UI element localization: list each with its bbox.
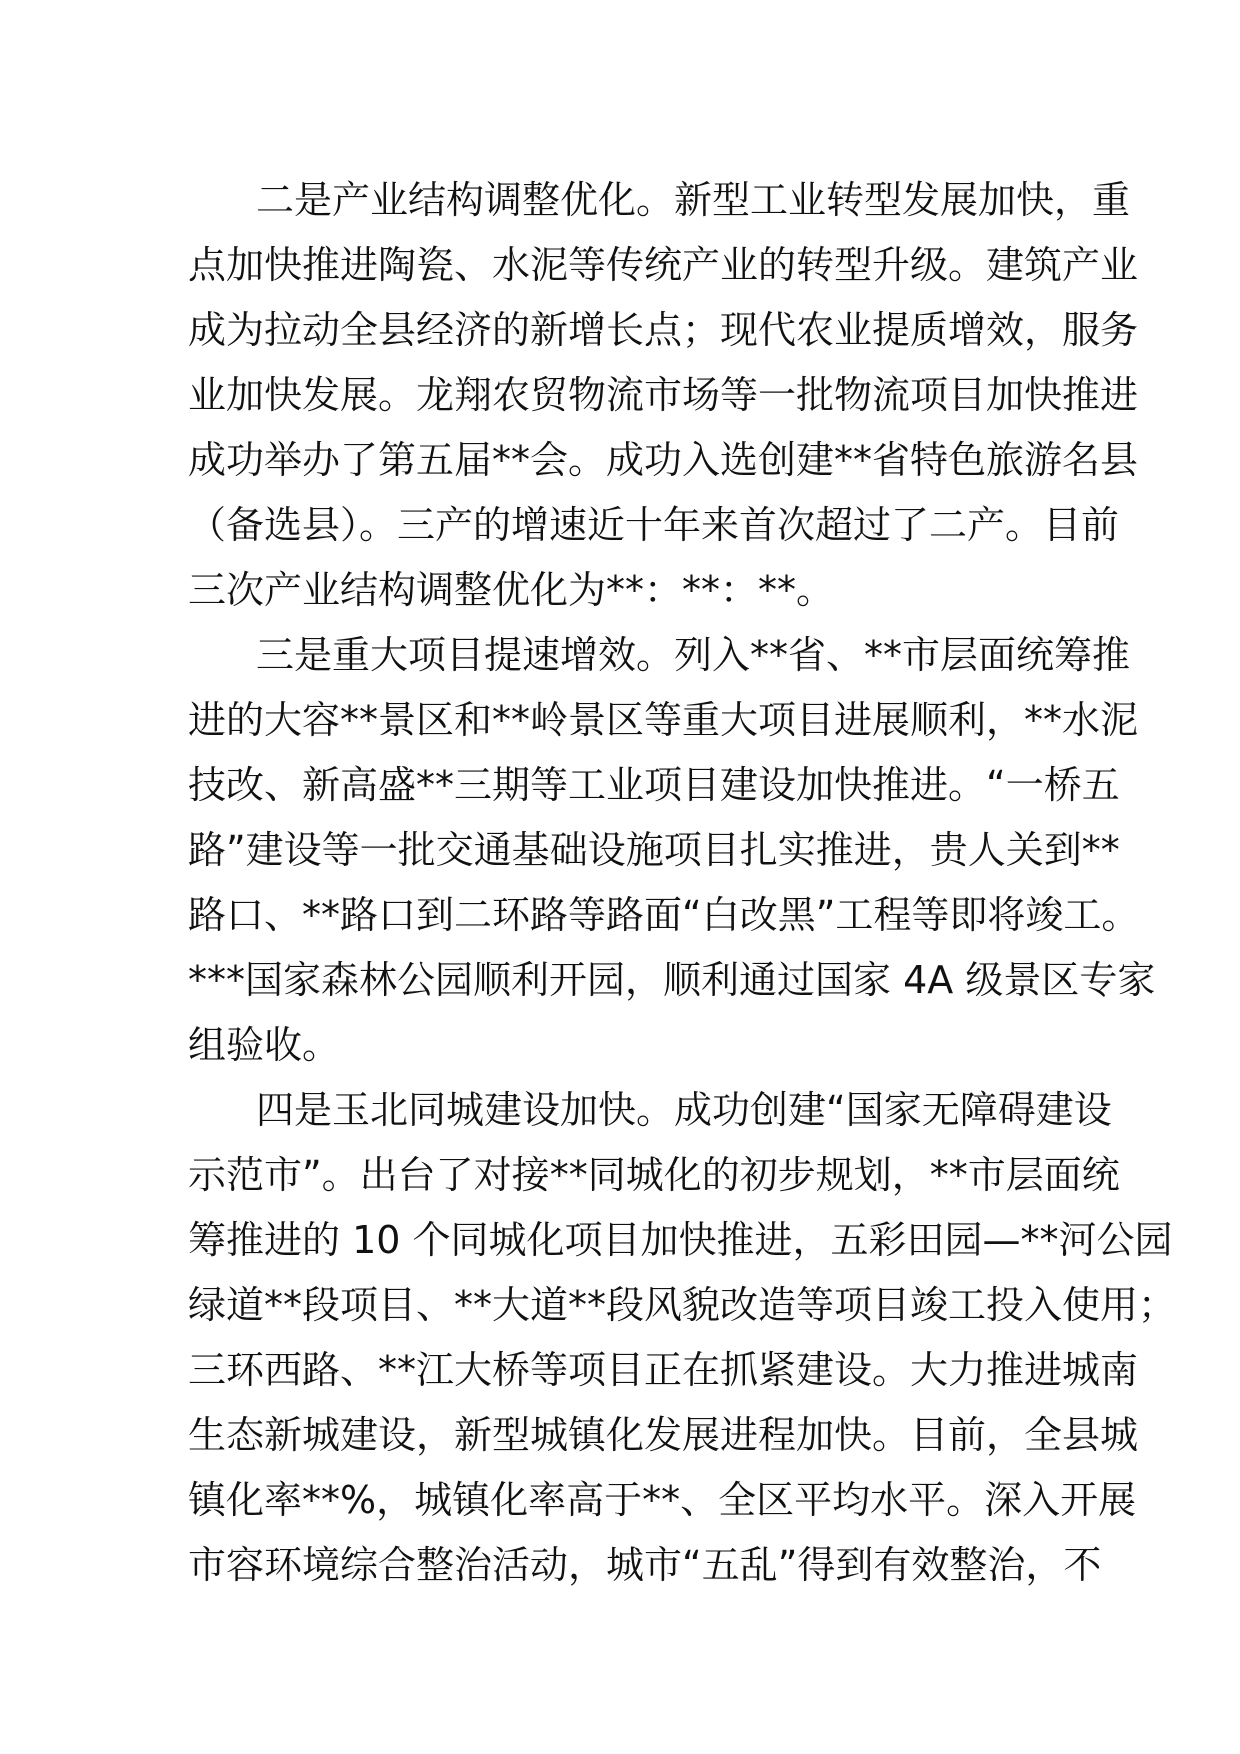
text-line: 三次产业结构调整优化为**：**：**。 — [188, 568, 835, 612]
text-line: 二是产业结构调整优化。新型工业转型发展加快，重 — [256, 178, 1131, 222]
paragraph-city-integration — [188, 1078, 1177, 1598]
text-line: 生态新城建设，新型城镇化发展进程加快。目前，全县城 — [188, 1413, 1139, 1457]
text-line: 进的大容**景区和**岭景区等重大项目进展顺利，**水泥 — [188, 698, 1139, 742]
paragraph-industrial-structure — [188, 168, 1139, 623]
text-line: 示范市”。出台了对接**同城化的初步规划，**市层面统 — [188, 1153, 1120, 1197]
text-line: 市容环境综合整治活动，城市“五乱”得到有效整治，不 — [188, 1543, 1102, 1587]
text-line: 四是玉北同城建设加快。成功创建“国家无障碍建设 — [256, 1088, 1112, 1132]
text-line: 技改、新高盛**三期等工业项目建设加快推进。“一桥五 — [188, 763, 1120, 807]
text-line: 成为拉动全县经济的新增长点；现代农业提质增效，服务 — [188, 308, 1139, 352]
text-line: 成功举办了第五届**会。成功入选创建**省特色旅游名县 — [188, 438, 1139, 482]
text-line: 三环西路、**江大桥等项目正在抓紧建设。大力推进城南 — [188, 1348, 1139, 1392]
text-line: 业加快发展。龙翔农贸物流市场等一批物流项目加快推进 — [188, 373, 1139, 417]
text-line: （备选县）。三产的增速近十年来首次超过了二产。目前 — [188, 503, 1120, 547]
text-line: 组验收。 — [188, 1023, 341, 1067]
text-line: 路口、**路口到二环路等路面“白改黑”工程等即将竣工。 — [188, 893, 1140, 937]
text-line: 三是重大项目提速增效。列入**省、**市层面统筹推 — [256, 633, 1131, 677]
text-line: 路”建设等一批交通基础设施项目扎实推进，贵人关到** — [188, 828, 1120, 872]
text-line: 镇化率**%，城镇化率高于**、全区平均水平。深入开展 — [188, 1478, 1137, 1522]
document-body — [188, 168, 1177, 1598]
text-line: 点加快推进陶瓷、水泥等传统产业的转型升级。建筑产业 — [188, 243, 1139, 287]
text-line: ***国家森林公园顺利开园，顺利通过国家 4A 级景区专家 — [188, 958, 1156, 1002]
paragraph-major-projects — [188, 623, 1156, 1078]
text-line: 筹推进的 10 个同城化项目加快推进，五彩田园—**河公园 — [188, 1218, 1173, 1262]
text-line: 绿道**段项目、**大道**段风貌改造等项目竣工投入使用； — [188, 1283, 1177, 1327]
